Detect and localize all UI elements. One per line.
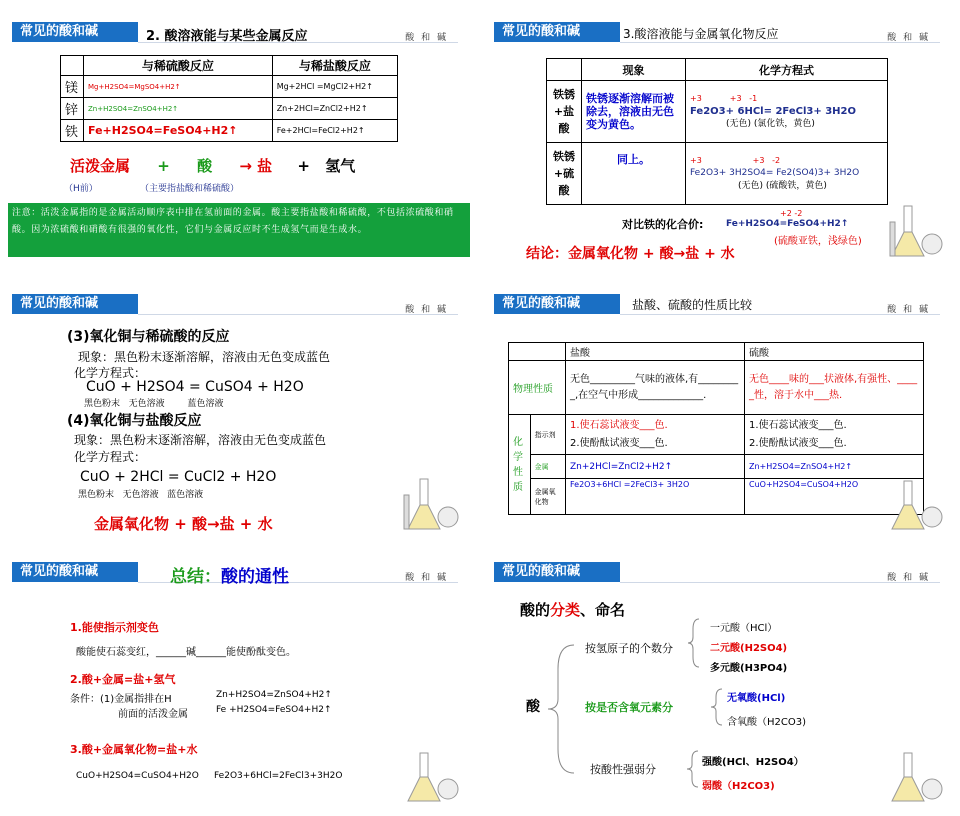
classification-title	[520, 599, 625, 620]
rust-hcl-valence: +3 +3 -1	[690, 94, 758, 103]
summary-prefix: 总结：	[170, 567, 221, 587]
col-hcl: 盐酸	[566, 343, 745, 361]
row-label-rust-h2so4: 铁锈+硫酸	[547, 143, 582, 205]
compare-label: 对比铁的化合价:	[622, 218, 704, 231]
lab-flask-icon	[398, 475, 460, 533]
lab-flask-icon	[398, 749, 460, 805]
rust-hcl-equation: Fe2O3+ 6HCl= 2FeCl3+ 3H2O	[690, 106, 856, 117]
chemical-props-label: 化学性质	[509, 415, 531, 515]
eq-plus: +	[157, 157, 170, 175]
topic-label: 酸 和 碱	[887, 33, 930, 43]
summary-title	[170, 562, 289, 587]
branch-strength: 按酸性强弱分	[590, 763, 656, 776]
eq-gas: 氢气	[325, 157, 356, 175]
summary-main: 酸的通性	[221, 567, 289, 587]
fe-hcl-equation: Fe+2HCl=FeCl2+H2↑	[272, 120, 397, 142]
title-a: 酸的	[520, 601, 551, 619]
property-3: 3.酸+金属氧化物=盐+水	[70, 743, 198, 756]
oxide-reaction-table	[546, 58, 888, 205]
strong-acid: 强酸(HCl、H2SO4）	[702, 757, 804, 768]
rust-hcl-phenomenon: 铁锈逐渐溶解而被除去，溶液由无色变为黄色。	[582, 81, 686, 143]
monoprotic-acid: 一元酸（HCl）	[710, 623, 778, 634]
col-equation: 化学方程式	[686, 59, 888, 81]
cuo-h2so4-equation: CuO + H2SO4 = CuSO4 + H2O	[86, 379, 304, 395]
h2so4-metal-equation: Zn+H2SO4=ZnSO4+H2↑	[745, 455, 924, 479]
row-label-rust-hcl: 铁锈+盐酸	[547, 81, 582, 143]
slide-acid-comparison	[482, 272, 952, 534]
substance-labels: 黑色粉末 无色溶液 蓝色溶液	[78, 490, 204, 500]
branch-hydrogen-count: 按氢原子的个数分	[585, 642, 673, 655]
eq-arrow: →	[239, 157, 252, 175]
topic-label: 酸 和 碱	[405, 305, 448, 315]
condition-text-2: 前面的活泼金属	[118, 709, 188, 720]
sub-brace	[686, 749, 700, 789]
hcl-physical: 无色_________气味的液体,有_________,在空气中形成_____________.	[566, 361, 745, 415]
h2so4-phenol: 2.使酚酞试液变___色.	[749, 437, 847, 449]
zn-equation: Zn+H2SO4=ZnSO4+H2↑	[216, 690, 332, 700]
eq-acid: 酸	[197, 157, 213, 175]
hcl-phenol: 2.使酚酞试液变___色.	[570, 437, 668, 449]
section-heading: (3)氧化铜与稀硫酸的反应	[67, 329, 230, 345]
mg-h2so4-equation: Mg+H2SO4=MgSO4+H2↑	[84, 76, 273, 98]
slide-header: 常见的酸和碱	[494, 22, 620, 42]
branch-oxygen: 按是否含氧元素分	[585, 701, 673, 714]
note-acid-type: （主要指盐酸和稀硫酸）	[140, 184, 240, 194]
property-1: 1.能使指示剂变色	[70, 621, 159, 634]
eq-salt: 盐	[257, 157, 273, 175]
h2so4-litmus: 1.使石蕊试液变___色.	[749, 419, 847, 431]
col-h2so4: 硫酸	[745, 343, 924, 361]
polyprotic-acid: 多元酸(H3PO4)	[710, 663, 788, 674]
topic-label: 酸 和 碱	[405, 33, 448, 43]
fe2o3-equation: Fe2O3+6HCl=2FeCl3+3H2O	[214, 771, 343, 781]
equation-label: 化学方程式：	[74, 366, 147, 380]
metal-mg: 镁	[61, 76, 84, 98]
topic-label: 酸 和 碱	[887, 573, 930, 583]
lab-flask-icon	[882, 749, 944, 805]
h2so4-physical: 无色____味的___状液体,有强性、_____性，溶于水中___热.	[745, 361, 924, 415]
conclusion: 金属氧化物 + 酸→盐 + 水	[94, 515, 273, 533]
slide-header: 常见的酸和碱	[12, 294, 138, 314]
slide-oxide-acid	[482, 0, 952, 262]
metal-reaction-table	[60, 55, 398, 142]
section-heading: (4)氧化铜与盐酸反应	[67, 413, 202, 429]
title-b: 分类	[550, 601, 581, 619]
slide-acid-classification	[482, 549, 952, 811]
fe-equation: Fe +H2SO4=FeSO4+H2↑	[216, 705, 332, 715]
hcl-metal-equation: Zn+2HCl=ZnCl2+H2↑	[566, 455, 745, 479]
condition-text: 条件：(1)金属指排在H	[70, 694, 172, 705]
zn-hcl-equation: Zn+2HCl=ZnCl2+H2↑	[272, 98, 397, 120]
root-acid: 酸	[526, 699, 540, 715]
mg-hcl-equation: Mg+2HCl =MgCl2+H2↑	[272, 76, 397, 98]
topic-label: 酸 和 碱	[405, 573, 448, 583]
property-1-text: 酸能使石蕊变红，______碱______能使酚酞变色。	[76, 647, 296, 658]
compare-note: (硫酸亚铁，浅绿色)	[774, 236, 862, 247]
rust-hcl-names: (无色) (氯化铁，黄色)	[726, 119, 815, 129]
metal-label: 金属	[530, 455, 565, 479]
slide-header: 常见的酸和碱	[494, 294, 620, 314]
lab-flask-icon	[884, 200, 944, 260]
slide-acid-properties	[0, 549, 470, 811]
sub-brace	[710, 687, 724, 727]
physical-props-label: 物理性质	[509, 361, 566, 415]
metal-zn: 锌	[61, 98, 84, 120]
rust-h2so4-equation: Fe2O3+ 3H2SO4= Fe2(SO4)3+ 3H2O	[690, 168, 860, 178]
anoxic-acid: 无氧酸(HCl)	[727, 693, 786, 704]
rust-h2so4-phenomenon: 同上。	[582, 143, 686, 205]
compare-valence: +2 -2	[780, 209, 803, 218]
rust-h2so4-names: (无色) (硫酸铁，黄色)	[738, 181, 827, 191]
col-phenomenon: 现象	[582, 59, 686, 81]
phenomenon-text: 现象：黑色粉末逐渐溶解，溶液由无色变成蓝色	[74, 433, 327, 447]
eq-plus: +	[297, 157, 310, 175]
rust-h2so4-valence: +3 +3 -2	[690, 156, 781, 165]
note-h-front: （H前）	[64, 184, 98, 194]
general-equation	[70, 155, 355, 176]
oxide-label: 金属氧化物	[530, 479, 565, 515]
lab-flask-icon	[882, 477, 944, 533]
classification-brace	[544, 639, 584, 779]
title-c: 、命名	[580, 601, 626, 619]
substance-labels: 黑色粉末 无色溶液 蓝色溶液	[84, 399, 224, 409]
indicator-label: 指示剂	[530, 415, 565, 455]
col-h2so4: 与稀硫酸反应	[84, 56, 273, 76]
notice-box: 注意：活泼金属指的是金属活动顺序表中排在氢前面的金属。酸主要指盐酸和稀硫酸，不包括浓硫酸和硝酸。因为浓硫酸和硝酸有很强的氧化性，它们与金属反应时不生成氢气而是生成水。	[8, 203, 470, 257]
diprotic-acid: 二元酸(H2SO4)	[710, 643, 788, 654]
property-2: 2.酸+金属=盐+氢气	[70, 673, 176, 686]
metal-fe: 铁	[61, 120, 84, 142]
phenomenon-text: 现象：黑色粉末逐渐溶解，溶液由无色变成蓝色	[78, 350, 331, 364]
zn-h2so4-equation: Zn+H2SO4=ZnSO4+H2↑	[84, 98, 273, 120]
oxyacid: 含氧酸（H2CO3)	[727, 717, 806, 728]
slide-header: 常见的酸和碱	[494, 562, 620, 582]
sub-brace	[687, 617, 701, 669]
col-hcl: 与稀盐酸反应	[272, 56, 397, 76]
fe-h2so4-equation: Fe+H2SO4=FeSO4+H2↑	[84, 120, 273, 142]
cuo-hcl-equation: CuO + 2HCl = CuCl2 + H2O	[80, 469, 277, 485]
eq-metal: 活泼金属	[70, 157, 131, 175]
slide-header: 常见的酸和碱	[12, 562, 138, 582]
slide-metal-acid	[0, 0, 470, 262]
equation-label: 化学方程式：	[74, 450, 147, 464]
conclusion: 结论：金属氧化物 + 酸→盐 + 水	[526, 246, 735, 262]
hcl-oxide-equation: Fe2O3+6HCl =2FeCl3+ 3H2O	[566, 479, 745, 515]
cuo-equation: CuO+H2SO4=CuSO4+H2O	[76, 771, 199, 781]
h2so4-oxide-equation: CuO+H2SO4=CuSO4+H2O	[745, 479, 924, 515]
hcl-litmus: 1.使石蕊试液变___色.	[570, 419, 668, 431]
slide-title: 2. 酸溶液能与某些金属反应	[146, 29, 308, 44]
compare-equation: Fe+H2SO4=FeSO4+H2↑	[726, 219, 849, 229]
slide-title: 盐酸、硫酸的性质比较	[632, 298, 753, 312]
slide-header: 常见的酸和碱	[12, 22, 138, 42]
topic-label: 酸 和 碱	[887, 305, 930, 315]
slide-title: 3.酸溶液能与金属氧化物反应	[623, 27, 779, 41]
slide-copper-oxide	[0, 272, 470, 534]
weak-acid: 弱酸（H2CO3)	[702, 781, 775, 792]
acid-comparison-table	[508, 342, 924, 515]
